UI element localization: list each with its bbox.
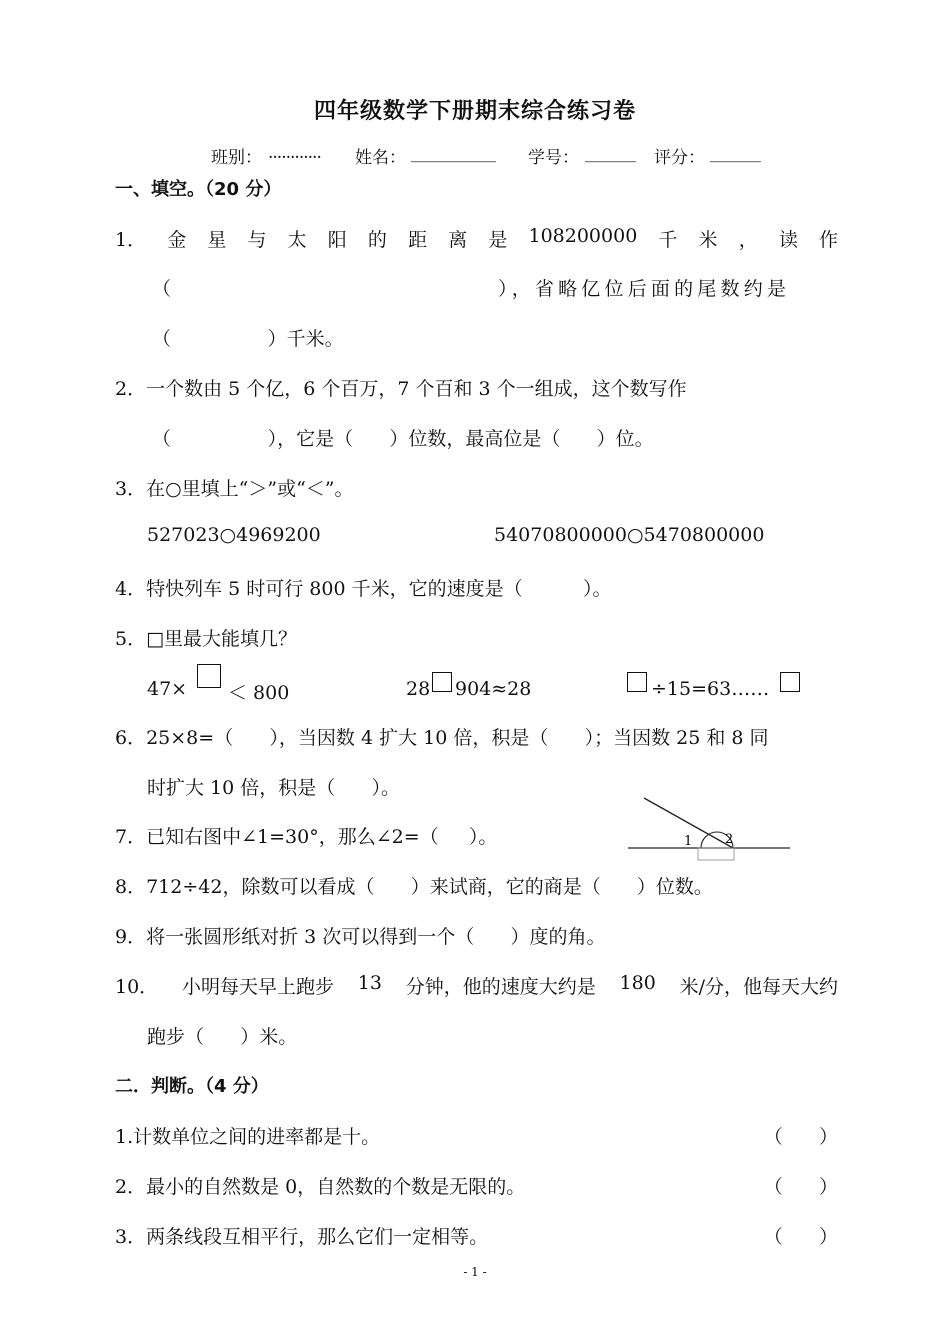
q1-char: 距 — [408, 229, 428, 251]
q1-number-value: 108200000 — [528, 225, 638, 247]
q1-line1 — [115, 225, 838, 252]
q6-line2: 时扩大 10 倍，积是（ ）。 — [147, 777, 400, 799]
q5-line1: 5．□里最大能填几？ — [115, 628, 298, 650]
q1-answer-open: （ — [152, 278, 172, 300]
q3-compare-a: 527023○4969200 — [147, 524, 321, 546]
judge-item-answer[interactable]: （ ） — [763, 1226, 838, 1248]
angle-box — [698, 848, 734, 860]
q1-char: 太 — [287, 229, 307, 251]
q10-segment: 米/分，他每天大约 — [679, 976, 838, 998]
q2-line2: （ ），它是（ ）位数，最高位是（ ）位。 — [152, 428, 654, 450]
q4-text: 4．特快列车 5 时可行 800 千米，它的速度是（ ）。 — [115, 578, 612, 600]
q10-segment: 小明每天早上跑步 — [181, 976, 334, 998]
q1-char: 离 — [448, 229, 468, 251]
q5-c-remainder-box[interactable] — [780, 672, 800, 692]
name-label: 姓名： — [355, 148, 406, 168]
q5-a-post: ＜ 800 — [228, 682, 290, 704]
q10-line2: 跑步（ ）米。 — [147, 1026, 298, 1048]
score-blank[interactable]: ______ — [710, 143, 761, 163]
class-blank[interactable]: ............ — [268, 143, 321, 163]
judge-item-text: 1.计数单位之间的进率都是十。 — [115, 1126, 381, 1148]
q5-a-pre: 47× — [147, 678, 188, 700]
q1-line3: （ ）千米。 — [152, 328, 344, 350]
q10-line1 — [115, 972, 838, 999]
class-label: 班别： — [211, 148, 262, 168]
q10-minutes: 13 — [357, 972, 382, 994]
q10-segment: 分钟，他的速度大约是 — [405, 976, 596, 998]
q1-char: 与 — [247, 229, 267, 251]
judge-item-text: 2．最小的自然数是 0，自然数的个数是无限的。 — [115, 1176, 526, 1198]
q3-line1: 3．在○里填上“＞”或“＜”。 — [115, 478, 354, 500]
q1-number: 1． — [115, 229, 147, 251]
page-title: 四年级数学下册期末综合练习卷 — [313, 99, 636, 124]
q2-line1: 2．一个数由 5 个亿，6 个百万，7 个百和 3 个一组成，这个数写作 — [115, 378, 687, 400]
q5-c-dividend-box[interactable] — [627, 672, 647, 692]
q8-text: 8．712÷42，除数可以看成（ ）来试商，它的商是（ ）位数。 — [115, 876, 713, 898]
q5-b-answer-box[interactable] — [432, 672, 452, 692]
q1-char: 星 — [207, 229, 227, 251]
page-number: - 1 - — [463, 1265, 487, 1279]
name-blank[interactable]: __________ — [411, 143, 496, 163]
angle-label-2: 2 — [725, 832, 734, 847]
q5-c-mid: ÷15=63…… — [651, 678, 770, 700]
q1-line2: ），省略亿位后面的尾数约是 — [498, 278, 791, 300]
q1-char: 米 — [698, 229, 718, 251]
q1-char: 千 — [658, 229, 678, 251]
q1-char: 阳 — [327, 229, 347, 251]
q1-char: 是 — [488, 229, 508, 251]
q1-char: 读 — [778, 229, 798, 251]
id-label: 学号： — [528, 148, 579, 168]
id-blank[interactable]: ______ — [585, 143, 636, 163]
angle-diagram — [620, 790, 800, 870]
q10-number: 10． — [115, 976, 159, 998]
q1-char: 作 — [818, 229, 838, 251]
angle-label-1: 1 — [684, 834, 693, 849]
section2-heading: 二．判断。（4 分） — [115, 1076, 269, 1097]
q9-text: 9．将一张圆形纸对折 3 次可以得到一个（ ）度的角。 — [115, 926, 606, 948]
q5-b-pre: 28 — [406, 678, 431, 700]
section1-heading: 一、填空。（20 分） — [115, 179, 282, 200]
score-label: 评分： — [654, 148, 705, 168]
judge-item-answer[interactable]: （ ） — [763, 1126, 838, 1148]
judge-item-text: 3．两条线段互相平行，那么它们一定相等。 — [115, 1226, 489, 1248]
q1-char: ， — [738, 229, 758, 251]
judge-item-answer[interactable]: （ ） — [763, 1176, 838, 1198]
q7-text: 7．已知右图中∠1=30°，那么∠2=（ ）。 — [115, 826, 498, 848]
q1-char: 的 — [367, 229, 387, 251]
q6-line1: 6．25×8=（ ），当因数 4 扩大 10 倍，积是（ ）；当因数 25 和 8 同 — [115, 727, 769, 749]
q5-b-post: 904≈28 — [455, 678, 532, 700]
q5-a-answer-box[interactable] — [197, 664, 221, 688]
q1-char: 金 — [167, 229, 187, 251]
q10-speed: 180 — [619, 972, 656, 994]
q3-compare-b: 54070800000○5470800000 — [494, 524, 765, 546]
